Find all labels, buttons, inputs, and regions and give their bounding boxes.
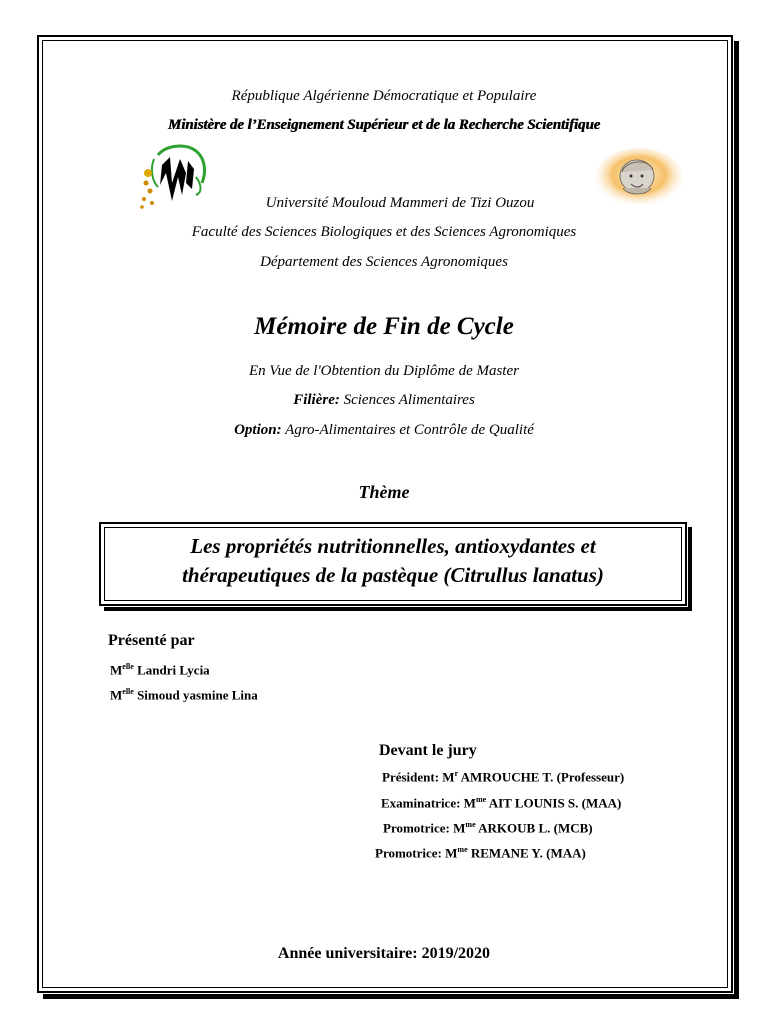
jury-member-3-title: me [465,820,476,829]
option-value: Agro-Alimentaires et Contrôle de Qualité [281,422,534,438]
jury-member-4-title: me [457,845,468,854]
theme-box-inner [104,527,682,601]
academic-year: Année universitaire: 2019/2020 [277,945,491,962]
presented-by-label: Présenté par [108,632,195,649]
jury-member-promotrice-2 [375,845,586,861]
theme-box [99,522,687,606]
student-2-title: elle [122,687,134,696]
jury-member-4-role: Promotrice: M [375,845,458,861]
student-1-title: elle [122,662,134,671]
jury-member-4-name: REMANE Y. (MAA) [467,845,586,861]
theme-title [101,532,685,590]
republic-heading: République Algérienne Démocratique et Populaire [231,88,537,104]
jury-member-3-role: Promotrice: M [383,820,466,836]
jury-member-3-name: ARKOUB L. (MCB) [475,820,593,836]
jury-member-promotrice-1 [383,820,593,836]
diploma-line: En Vue de l'Obtention du Diplôme de Master [249,363,519,379]
filiere-line [0,392,768,409]
jury-member-2-role: Examinatrice: M [381,795,476,811]
jury-label: Devant le jury [379,742,477,759]
student-1 [110,662,210,678]
faculty-name: Faculté des Sciences Biologiques et des Sciences Agronomiques [191,224,577,240]
student-1-prefix: M [110,662,123,678]
memoire-title: Mémoire de Fin de Cycle [254,313,514,340]
student-2 [110,687,258,703]
option-line [0,422,768,439]
jury-member-2-name: AIT LOUNIS S. (MAA) [486,795,622,811]
department-name: Département des Sciences Agronomiques [260,254,508,270]
university-name: Université Mouloud Mammeri de Tizi Ouzou [265,195,535,211]
jury-member-examinatrice [381,795,621,811]
jury-member-2-title: me [475,795,487,804]
jury-member-president [382,769,624,785]
jury-member-1-role: Président: M [382,769,455,785]
theme-label: Thème [358,482,410,502]
ministry-heading: Ministère de l’Enseignement Supérieur et de la Recherche Scientifique [167,117,601,133]
student-1-name: Landri Lycia [133,662,210,678]
theme-title-line-2: thérapeutiques de la pastèque (Citrullus lanatus) [182,563,604,587]
student-2-name: Simoud yasmine Lina [133,687,258,703]
option-label: Option: [234,422,282,438]
filiere-label: Filière: [293,392,340,408]
jury-member-1-name: AMROUCHE T. (Professeur) [458,769,625,785]
filiere-value: Sciences Alimentaires [339,392,475,408]
jury-member-1-title: r [454,769,459,778]
student-2-prefix: M [110,687,123,703]
theme-title-line-1: Les propriétés nutritionnelles, antioxydantes et [190,534,596,558]
